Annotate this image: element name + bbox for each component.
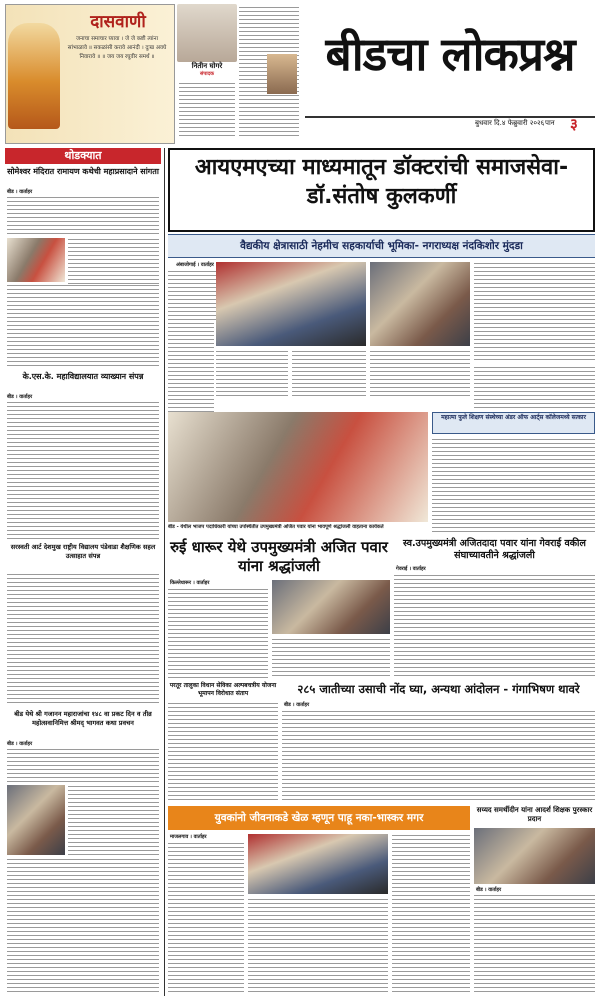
dharur-place: किल्लेधारूर । वार्ताहर xyxy=(170,580,210,586)
sidebar-story4-body-c xyxy=(7,858,159,994)
dharur-body-b xyxy=(272,638,390,678)
bottom-left-title: परतूर तालुका विधान सेविका अल्पबचत्रीय योजना भूमापन विरोधात संताप xyxy=(169,682,277,697)
lead-caption2 xyxy=(292,350,366,398)
headline-main: आयएमएच्या माध्यमातून डॉक्टरांची समाजसेवा-डॉ.संतोष कुलकर्णी xyxy=(194,155,569,209)
youth-band xyxy=(168,806,470,830)
lead-caption3 xyxy=(370,350,470,398)
lead-body-right xyxy=(474,262,595,362)
sidebar-story4-body-b xyxy=(68,785,159,855)
dasvani-title: दासवाणी xyxy=(90,12,146,32)
lead-photo-right xyxy=(370,262,470,346)
youth-photo xyxy=(248,834,388,894)
georai-title: स्व.उपमुख्यमंत्री अजितदादा पवार यांना गेवराई वकील संघाच्यावतीने श्रद्धांजली xyxy=(403,538,586,561)
lead-caption1 xyxy=(216,350,288,398)
page-label: पान xyxy=(545,119,555,127)
sidebar-story1-body-a xyxy=(7,196,159,236)
tribute-photo xyxy=(168,412,428,522)
award-title: सय्यद समर्थीदीन यांना आदर्श शिक्षक पुरस्कार प्रदान xyxy=(476,806,593,823)
headline-sub-band xyxy=(168,234,595,258)
sidebar-story4-place: बीड । वार्ताहर xyxy=(7,741,33,747)
lead-body-col2 xyxy=(168,322,214,412)
sidebar-story1-body-c xyxy=(7,284,159,368)
sidebar-story4-body-a xyxy=(7,748,159,782)
youth-body-b xyxy=(392,834,470,994)
dasvani-verse: जनाचा समाचार घ्यावा । जे जे कष्टी त्यांना सांभाळावे ॥ सकळांसी करावे आनंदी । दुःख अवघे निवारावे ॥ ॥ जय जय रघुवीर समर्थ ॥ xyxy=(67,36,167,60)
sidebar-section-band xyxy=(5,148,161,164)
masthead-rule xyxy=(305,116,595,118)
georai-body xyxy=(394,574,595,678)
lead-body-right2 xyxy=(474,366,595,410)
sidebar-story1-place: बीड । वार्ताहर xyxy=(7,189,33,195)
sidebar-story4-photo xyxy=(7,785,65,855)
tribute-photo-caption: बीड - येथील भाजप पदाधिकारी यांच्या उपस्थितीत उपमुख्यमंत्री अजित पवार यांना भावपूर्ण श्रद्धांजली वाहताना कार्यकर्ते xyxy=(168,524,384,530)
sidebar-story2-body xyxy=(7,401,159,539)
sidebar-story4-title: बीड येथे श्री गजानन महाराजांचा १४८ वा प्रकट दिन व तीव्र महोत्सवानिमित्त श्रीमद् भागवत कथा प्रवचन xyxy=(14,710,152,727)
dasvani-box xyxy=(5,4,175,144)
date-line: बुधवार दि.४ फेब्रुवारी २०२६ xyxy=(475,119,545,127)
guntewar-place: बीड । वार्ताहर xyxy=(284,702,310,708)
mahatma-title: महात्मा फुले शिक्षण संस्थेच्या अंडर ऑफ आर्ट्स कॉलेजमध्ये सत्कार xyxy=(441,414,586,421)
youth-place: माजलगाव । वार्ताहर xyxy=(170,834,207,840)
mahatma-body xyxy=(432,438,595,534)
headline-box xyxy=(168,148,595,232)
dharur-body-a xyxy=(168,588,268,678)
page-number: ३ xyxy=(570,115,578,133)
paper-name: बीडचा लोकप्रश्न xyxy=(325,27,575,81)
sidebar-story3-body xyxy=(7,573,159,705)
award-body xyxy=(474,894,595,994)
editor-role: संपादक xyxy=(199,71,214,77)
editor-photo xyxy=(177,4,237,62)
sidebar-story1-title: सोमेश्वर मंदिरात रामायण कथेची महाप्रसादाने सांगता xyxy=(7,167,159,176)
masthead-ad-photo xyxy=(267,54,297,94)
lead-photo-main xyxy=(216,262,366,346)
award-place: बीड । वार्ताहर xyxy=(476,887,502,893)
georai-place: गेवराई । वार्ताहर xyxy=(396,566,426,572)
youth-title: युवकांनो जीवनाकडे खेळ म्हणून पाहू नका-भास्कर मगर xyxy=(214,812,424,824)
headline-place: अंबाजोगाई । वार्ताहर xyxy=(176,262,214,268)
dharur-photo xyxy=(272,580,390,634)
sidebar-divider xyxy=(164,148,165,996)
saint-portrait xyxy=(8,23,60,129)
sidebar-story1-photo xyxy=(7,238,65,282)
sidebar-story3-title: सरस्वती आर्ट देशमुख राष्ट्रीय विद्यालय पंडेवाडा शैक्षणिक सहल उत्साहात संपन्न xyxy=(10,543,156,560)
editor-note xyxy=(179,82,235,138)
bottom-left-body xyxy=(168,702,278,802)
editor-box xyxy=(177,4,237,142)
masthead xyxy=(5,4,595,146)
headline-sub: वैद्यकीय क्षेत्रासाठी नेहमीच सहकार्याची भूमिका- नगराध्यक्ष नंदकिशोर मुंदडा xyxy=(240,240,523,252)
award-photo xyxy=(474,828,595,884)
sidebar-section-title: थोडक्यात xyxy=(64,149,102,162)
guntewar-title: २८५ जातीच्या उसाची नोंद घ्या, अन्यथा आंदोलन - गंगाभिषण थावरे xyxy=(297,682,580,696)
sidebar-story2-place: बीड । वार्ताहर xyxy=(7,394,33,400)
guntewar-body xyxy=(282,710,595,802)
youth-body-a xyxy=(168,842,244,994)
editor-name: नितीन घोगरे xyxy=(191,62,223,70)
sidebar-story2-title: के.एस.के. महाविद्यालयात व्याख्यान संपन्न xyxy=(22,372,144,381)
mahatma-band xyxy=(432,412,595,434)
dharur-title: रुई धारूर येथे उपमुख्यमंत्री अजित पवार यांना श्रद्धांजली xyxy=(170,538,388,575)
youth-body-c xyxy=(248,898,388,994)
